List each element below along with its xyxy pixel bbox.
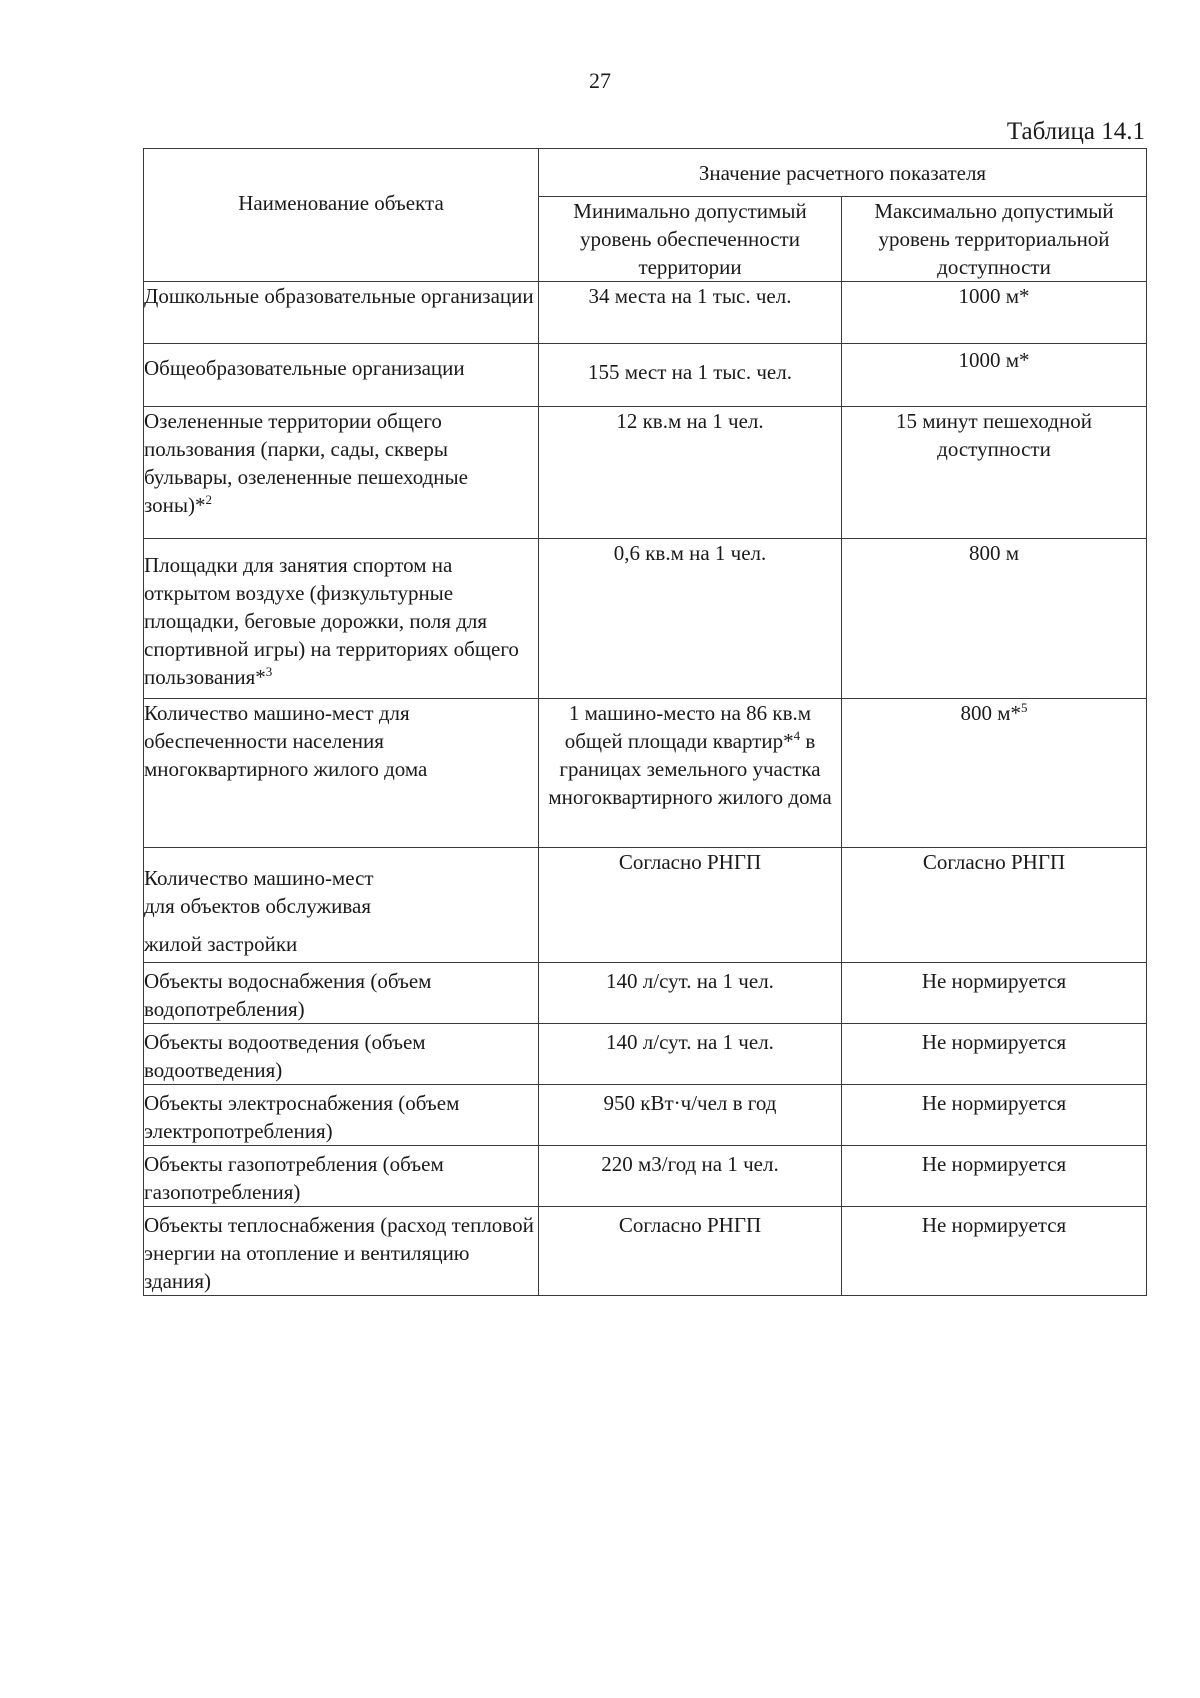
row-max-cell (842, 699, 1147, 848)
footnote-mark: 3 (265, 664, 273, 679)
row-min-cell: 155 мест на 1 тыс. чел. (539, 344, 842, 407)
table-caption: Таблица 14.1 (1006, 118, 1145, 145)
row-max-cell: Согласно РНГП (842, 848, 1147, 963)
norms-table (143, 148, 1147, 1296)
row-name-cell (144, 539, 539, 699)
row-max-cell: Не нормируется (842, 1085, 1147, 1146)
footnote-mark: 4 (793, 728, 801, 743)
table-row (144, 539, 1147, 699)
footnote-mark: 5 (1021, 700, 1028, 715)
header-min-cell: Минимально допустимый уровень обеспеченности территории (539, 197, 842, 282)
row-name-cell (144, 848, 539, 963)
row-name-cell (144, 282, 539, 344)
row-max-cell: 1000 м* (842, 282, 1147, 344)
table-row (144, 963, 1147, 1024)
row-min-cell: 34 места на 1 тыс. чел. (539, 282, 842, 344)
row-min-cell: 950 кВт·ч/чел в год (539, 1085, 842, 1146)
table-row (144, 282, 1147, 344)
row-max-cell: Не нормируется (842, 1024, 1147, 1085)
row-name-line: для объектов обслуживая (144, 894, 371, 918)
row-min-cell (539, 699, 842, 848)
min-text-a: 1 машино-место на 86 кв.м общей площади квартир* (564, 701, 812, 753)
row-max-cell: 15 минут пешеходной доступности (842, 407, 1147, 539)
row-min-cell: Согласно РНГП (539, 1207, 842, 1296)
table-row (144, 344, 1147, 407)
row-min-cell: Согласно РНГП (539, 848, 842, 963)
row-min-cell: 140 л/сут. на 1 чел. (539, 963, 842, 1024)
row-name-cell: Объекты водоотведения (объем водоотведения) (144, 1024, 539, 1085)
row-name-cell (144, 344, 539, 407)
row-name-cell: Объекты водоснабжения (объем водопотребления) (144, 963, 539, 1024)
max-text: 800 м* (960, 701, 1022, 725)
row-max-cell: Не нормируется (842, 1207, 1147, 1296)
row-name: Озелененные территории общего пользования (парки, сады, скверы бульвары, озелененные пешеходные зоны)* (144, 409, 468, 517)
table-row (144, 1207, 1147, 1296)
header-group-cell: Значение расчетного показателя (539, 149, 1147, 197)
row-name: Площадки для занятия спортом на открытом воздухе (физкультурные площадки, беговые дорожки, поля для спортивной игры) на территориях общего пользования* (144, 553, 519, 689)
table-row (144, 1024, 1147, 1085)
header-row-1 (144, 149, 1147, 197)
row-name-cell (144, 407, 539, 539)
row-min-cell: 0,6 кв.м на 1 чел. (539, 539, 842, 699)
table-row (144, 1146, 1147, 1207)
row-max-cell: 1000 м* (842, 344, 1147, 407)
row-name: Общеобразовательные организации (144, 356, 465, 380)
row-min-cell: 12 кв.м на 1 чел. (539, 407, 842, 539)
row-max-cell: Не нормируется (842, 1146, 1147, 1207)
footnote-mark: 2 (205, 492, 213, 507)
row-name-cell: Количество машино-мест для обеспеченности населения многоквартирного жилого дома (144, 699, 539, 848)
row-name-line: жилой застройки (144, 932, 298, 956)
row-name-cell: Объекты газопотребления (объем газопотребления) (144, 1146, 539, 1207)
row-min-cell: 220 м3/год на 1 чел. (539, 1146, 842, 1207)
table-row (144, 848, 1147, 963)
row-max-cell: Не нормируется (842, 963, 1147, 1024)
min-text-b: в границах земельного участка многоквартирного жилого дома (548, 729, 832, 809)
row-name-cell: Объекты электроснабжения (объем электропотребления) (144, 1085, 539, 1146)
header-max-cell: Максимально допустимый уровень территориальной доступности (842, 197, 1147, 282)
row-name: Дошкольные образовательные организации (144, 284, 534, 308)
table-row (144, 1085, 1147, 1146)
row-min-cell: 140 л/сут. на 1 чел. (539, 1024, 842, 1085)
header-name-cell: Наименование объекта (144, 149, 539, 282)
page-number: 27 (589, 68, 611, 93)
table-row (144, 699, 1147, 848)
row-name-line: Количество машино-мест (144, 866, 374, 890)
table-row (144, 407, 1147, 539)
row-name-cell: Объекты теплоснабжения (расход тепловой энергии на отопление и вентиляцию здания) (144, 1207, 539, 1296)
row-max-cell: 800 м (842, 539, 1147, 699)
